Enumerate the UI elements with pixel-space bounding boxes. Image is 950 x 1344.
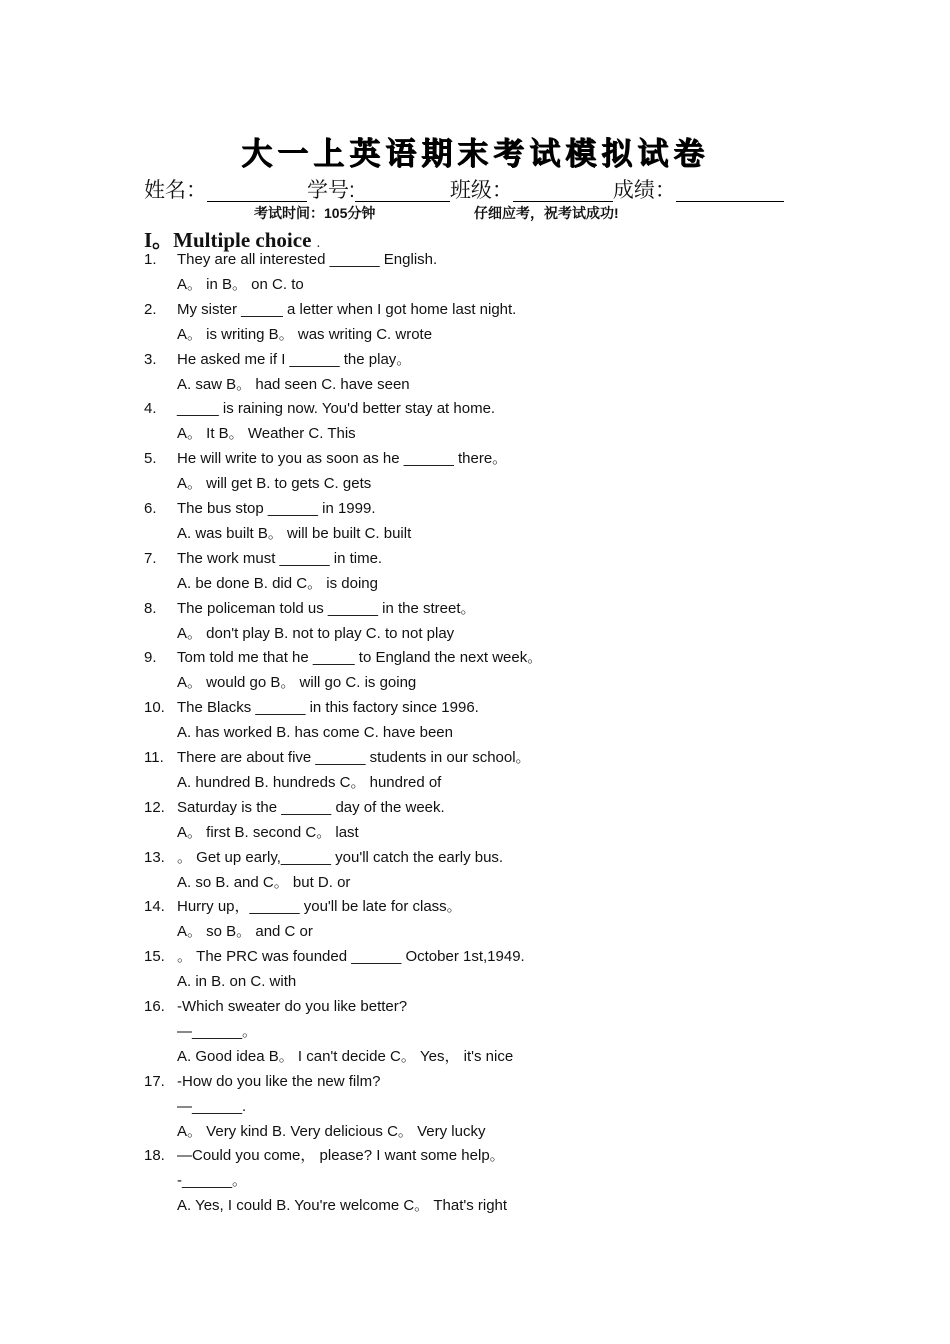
answer-blank: -______。 (177, 1172, 248, 1190)
question-number: 8. (144, 599, 157, 617)
question-text: There are about five ______ students in our school。 (177, 749, 531, 766)
question-text: The work must ______ in time. (177, 549, 383, 567)
exam-wish: 仔细应考，祝考试成功! (474, 205, 619, 221)
question-number: 14. (144, 898, 165, 916)
question-number: 5. (144, 450, 157, 468)
question-number: 18. (144, 1147, 165, 1165)
question-number: 2. (144, 300, 157, 318)
question-text: He asked me if I ______ the play。 (177, 350, 412, 368)
question-number: 1. (144, 251, 157, 268)
question-text: _____ is raining now. You'd better stay at home. (177, 400, 496, 418)
question-text: Tom told me that he _____ to England the next week。 (177, 649, 543, 667)
answer-options: A. Yes, I could B. You're welcome C。 That's right (177, 1197, 508, 1215)
answer-options: A. hundred B. hundreds C。 hundred of (177, 773, 442, 791)
name-blank[interactable] (207, 181, 307, 202)
answer-options: A. has worked B. has come C. have been (177, 724, 453, 742)
question-number: 11. (144, 749, 164, 766)
answer-options: A。 don't play B. not to play C. to not play (177, 624, 455, 642)
question-number: 10. (144, 699, 165, 717)
exam-title: 大一上英语期末考试模拟试卷 (241, 136, 709, 172)
answer-options: A. in B. on C. with (177, 973, 297, 991)
question-text: —Could you come， please? I want some help。 (177, 1147, 505, 1165)
score-blank[interactable] (676, 181, 784, 202)
class-label: 班级： (449, 179, 513, 202)
student-info-line (144, 174, 784, 204)
question-text: He will write to you as soon as he ______ there。 (177, 450, 508, 468)
answer-options: A。 It B。 Weather C. This (177, 425, 356, 443)
section-dot: . (316, 236, 321, 251)
answer-blank: —______. (177, 1097, 247, 1115)
question-text: The Blacks ______ in this factory since 1996. (177, 699, 479, 717)
answer-options: A. Good idea B。 I can't decide C。 Yes， it's nice (177, 1047, 514, 1065)
question-number: 15. (144, 948, 165, 966)
question-number: 16. (144, 998, 165, 1015)
question-text: The policeman told us ______ in the street。 (177, 599, 476, 617)
answer-options: A。 so B。 and C or (177, 923, 313, 941)
question-text: They are all interested ______ English. (177, 251, 438, 268)
score-label: 成绩： (612, 179, 676, 202)
question-number: 6. (144, 500, 157, 517)
class-blank[interactable] (513, 181, 613, 202)
answer-options: A. so B. and C。 but D. or (177, 873, 351, 891)
question-text: 。 Get up early,______ you'll catch the early bus. (177, 848, 504, 866)
question-text: 。 The PRC was founded ______ October 1st,1949. (177, 948, 525, 966)
id-label: 学号: (307, 179, 355, 202)
answer-options: A. be done B. did C。 is doing (177, 574, 378, 592)
question-number: 12. (144, 798, 165, 816)
answer-options: A。 is writing B。 was writing C. wrote (177, 325, 433, 343)
question-text: My sister _____ a letter when I got home last night. (177, 300, 517, 318)
answer-options: A. was built B。 will be built C. built (177, 524, 412, 542)
id-blank[interactable] (355, 181, 450, 202)
answer-options: A。 Very kind B. Very delicious C。 Very lucky (177, 1122, 486, 1140)
question-text: -Which sweater do you like better? (177, 998, 408, 1015)
question-number: 4. (144, 400, 157, 418)
answer-options: A。 in B。 on C. to (177, 275, 304, 293)
question-number: 17. (144, 1072, 165, 1090)
question-text: Saturday is the ______ day of the week. (177, 798, 445, 816)
section-title: I。Multiple choice (144, 228, 312, 252)
question-text: The bus stop ______ in 1999. (177, 500, 376, 517)
answer-blank: —______。 (177, 1022, 258, 1040)
answer-options: A。 would go B。 will go C. is going (177, 674, 417, 692)
question-number: 3. (144, 350, 157, 368)
name-label: 姓名： (144, 179, 207, 202)
question-text: -How do you like the new film? (177, 1072, 381, 1090)
question-number: 9. (144, 649, 157, 667)
exam-time: 考试时间：105分钟 (254, 205, 376, 221)
question-number: 13. (144, 848, 165, 866)
answer-options: A。 will get B. to gets C. gets (177, 475, 372, 493)
question-number: 7. (144, 549, 157, 567)
question-text: Hurry up，______ you'll be late for class。 (177, 898, 462, 916)
answer-options: A. saw B。 had seen C. have seen (177, 375, 410, 393)
answer-options: A。 first B. second C。 last (177, 823, 359, 841)
